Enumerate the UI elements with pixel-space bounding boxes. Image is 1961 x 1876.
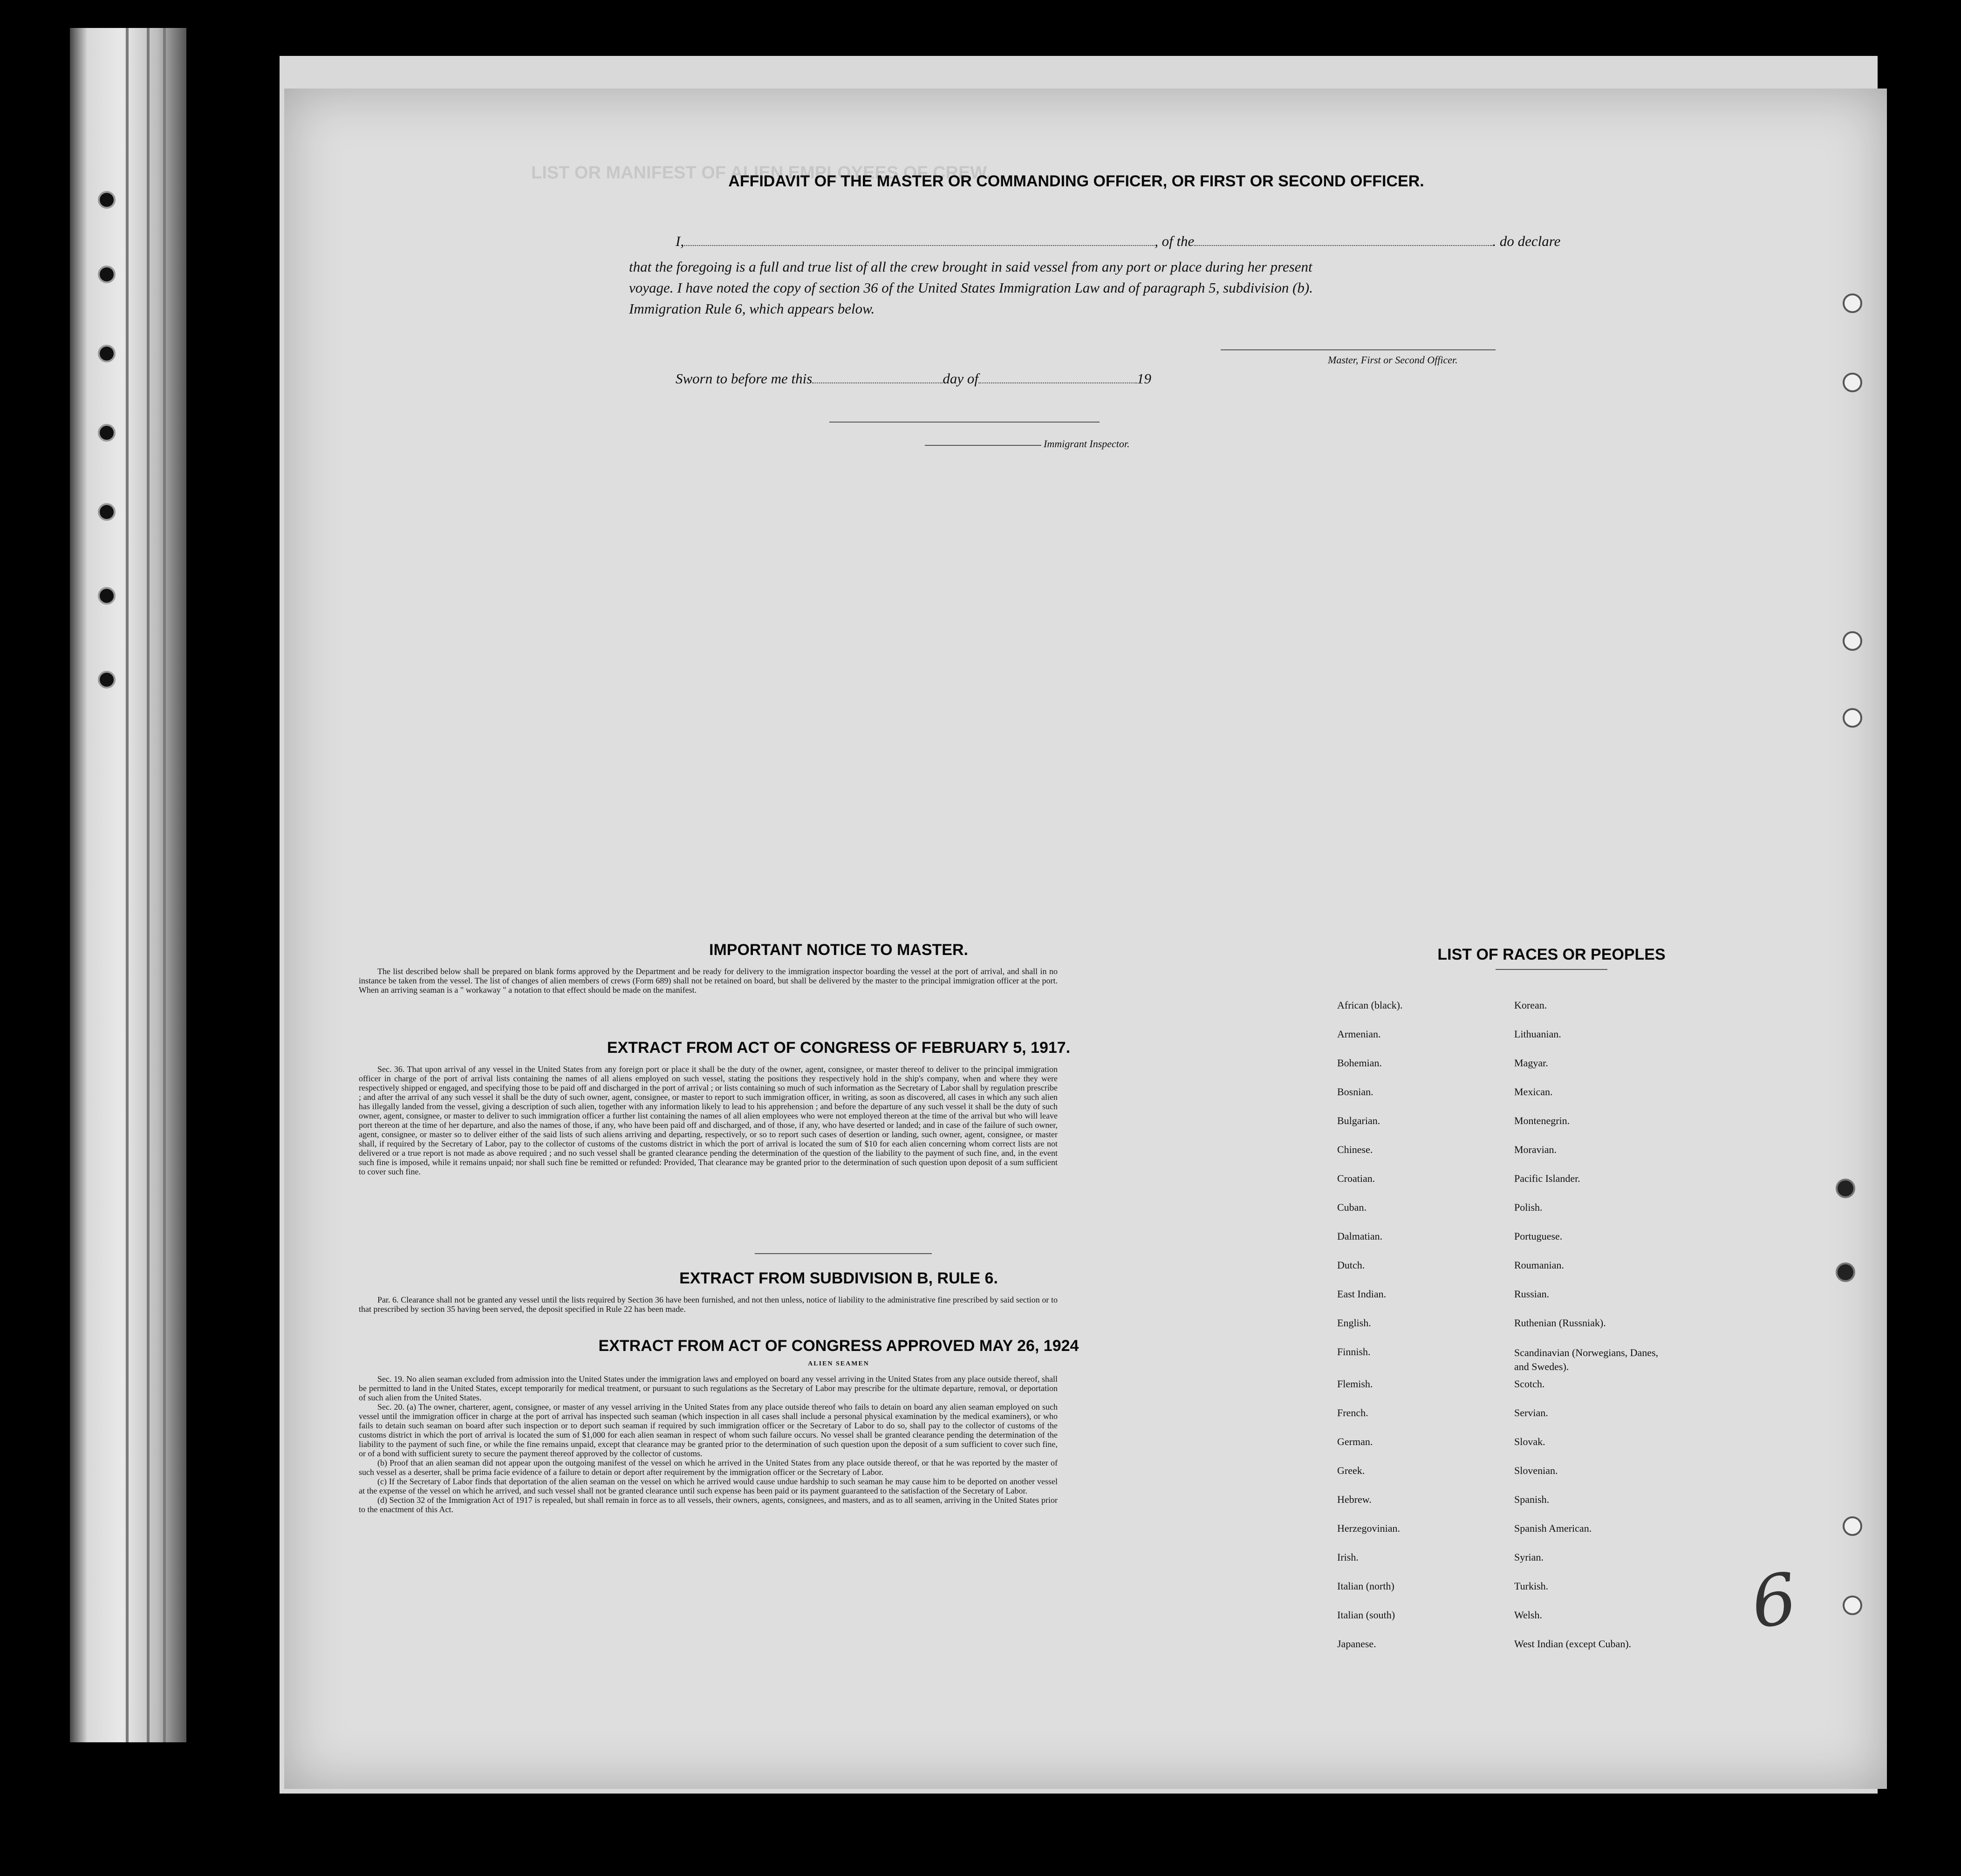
race-item: Welsh.	[1514, 1609, 1542, 1621]
race-item: Roumanian.	[1514, 1259, 1564, 1271]
race-item: Finnish.	[1337, 1346, 1371, 1358]
race-item: Flemish.	[1337, 1378, 1373, 1390]
document-page	[284, 89, 1887, 1789]
affidavit-title: AFFIDAVIT OF THE MASTER OR COMMANDING OFFICER, OR FIRST OR SECOND OFFICER.	[728, 172, 1424, 190]
extract-rule6-title: EXTRACT FROM SUBDIVISION B, RULE 6.	[679, 1269, 998, 1287]
binder-hole	[98, 345, 116, 362]
page-hole	[1836, 1179, 1855, 1198]
extract-rule6-paragraph: Par. 6. Clearance shall not be granted any vessel until the lists required by Section 36 have been furnished, and not then unless, notice of liability to the administrative fine prescribed by said section or to that prescribed by section 35 having been served, the deposit specified in Rule 22 has been made.	[359, 1295, 1058, 1314]
inspector-signature-line	[829, 422, 1100, 423]
race-item: East Indian.	[1337, 1288, 1387, 1300]
affidavit-line-4: Immigration Rule 6, which appears below.	[629, 300, 875, 317]
race-item: Magyar.	[1514, 1057, 1548, 1069]
race-item: Hebrew.	[1337, 1494, 1372, 1505]
race-item: Italian (north)	[1337, 1580, 1394, 1592]
binder-hole	[98, 266, 116, 283]
extract-1924-paragraph: (b) Proof that an alien seaman did not appear upon the outgoing manifest of the vessel on which he arrived in the United States from any place outside thereof, or that he was reported by the master of such vessel as a deserter, shall be prima facie evidence of a failure to detain or deport after requirement by the immigration officer or the Secretary of Labor.	[359, 1458, 1058, 1477]
race-item: Russian.	[1514, 1288, 1550, 1300]
affidavit-of-the: , of the	[1155, 233, 1195, 249]
race-item: Spanish.	[1514, 1494, 1550, 1505]
race-item: Croatian.	[1337, 1173, 1375, 1184]
binder-strip	[163, 28, 166, 1742]
race-item: Scotch.	[1514, 1378, 1545, 1390]
affidavit-line-2: that the foregoing is a full and true list of all the crew brought in said vessel from any port or place during her present	[629, 259, 1312, 275]
extract-1924-text	[359, 1374, 1058, 1514]
extract-1917-title: EXTRACT FROM ACT OF CONGRESS OF FEBRUARY 5, 1917.	[607, 1039, 1071, 1057]
binder-strip	[126, 28, 129, 1742]
race-item: Lithuanian.	[1514, 1028, 1561, 1040]
extract-rule6-text	[359, 1295, 1058, 1314]
race-item: Italian (south)	[1337, 1609, 1395, 1621]
name-blank	[684, 245, 1155, 246]
race-item: Irish.	[1337, 1551, 1359, 1563]
race-item: Dalmatian.	[1337, 1230, 1383, 1242]
day-blank	[812, 382, 943, 383]
race-item: Polish.	[1514, 1201, 1543, 1213]
race-item: Mexican.	[1514, 1086, 1553, 1098]
affidavit-do-declare: . do declare	[1492, 233, 1561, 249]
race-item: Scandinavian (Norwegians, Danes, and Swedes).	[1514, 1347, 1659, 1372]
binder-edge	[70, 28, 186, 1742]
page-hole	[1843, 1596, 1862, 1615]
month-blank	[978, 382, 1137, 383]
page-hole	[1843, 708, 1862, 728]
race-item: Slovak.	[1514, 1436, 1545, 1447]
page-hole	[1843, 1516, 1862, 1536]
race-item: Slovenian.	[1514, 1465, 1558, 1476]
race-item: Ruthenian (Russniak).	[1514, 1317, 1606, 1329]
race-item: Bosnian.	[1337, 1086, 1373, 1098]
races-title-rule	[1496, 969, 1607, 970]
inspector-signature-line	[925, 445, 1041, 446]
bleed-through-text: LIST OR MANIFEST OF ALIEN EMPLOYEES OF CREW.	[531, 163, 991, 183]
extract-1924-subtitle: ALIEN SEAMEN	[808, 1360, 869, 1367]
race-item: German.	[1337, 1436, 1373, 1447]
race-item: Herzegovinian.	[1337, 1522, 1400, 1534]
binder-strip	[147, 28, 150, 1742]
race-item: English.	[1337, 1317, 1371, 1329]
race-item: Turkish.	[1514, 1580, 1549, 1592]
race-item: Chinese.	[1337, 1144, 1373, 1155]
race-item: Korean.	[1514, 999, 1547, 1011]
extract-1924-title: EXTRACT FROM ACT OF CONGRESS APPROVED MAY 26, 1924	[598, 1337, 1079, 1355]
page-hole	[1843, 293, 1862, 313]
race-item: Syrian.	[1514, 1551, 1544, 1563]
affidavit-i-label: I,	[676, 233, 684, 249]
extract-1924-paragraph: Sec. 20. (a) The owner, charterer, agent, consignee, or master of any vessel arriving in the United States from any place outside thereof who fails to detain on board any alien seaman employed on such vessel until the immigration officer in charge at the port of arrival has inspected such seaman (which inspection in all cases shall include a personal physical examination by the medical examiners), or who fails to detain such seaman on board after such inspection or to deport such seaman if required by such immigration officer or the Secretary of Labor to do so, shall pay to the collector of customs of the customs district in which the port of arrival is located the sum of $1,000 for each alien seaman in respect of whom such failure occurs. No vessel shall be granted clearance pending the determination of the liability to the payment of such fine, or while the fine remains unpaid, except that clearance may be granted prior to the determination of such question upon the deposit of a sum sufficient to cover such fine, or of a bond with sufficient surety to secure the payment thereof approved by the collector of customs.	[359, 1402, 1058, 1458]
master-signature-line	[1221, 349, 1496, 350]
affidavit-line-3: voyage. I have noted the copy of section 36 of the United States Immigration Law and of paragraph 5, subdivision (b).	[629, 280, 1313, 296]
year-label: 19	[1136, 370, 1151, 387]
race-item: Portuguese.	[1514, 1230, 1563, 1242]
races-title: LIST OF RACES OR PEOPLES	[1437, 946, 1666, 963]
extract-1924-paragraph: (c) If the Secretary of Labor finds that deportation of the alien seaman on the vessel on which he arrived would cause undue hardship to such seaman he may cause him to be deported on another vessel at the expense of the vessel on which he arrived, and such vessel shall not be granted clearance until such expense has been paid or its payment guaranteed to the satisfaction of the Secretary of Labor.	[359, 1477, 1058, 1495]
binder-hole	[98, 587, 116, 605]
extract-1924-paragraph: Sec. 19. No alien seaman excluded from admission into the United States under the immigration laws and employed on board any vessel arriving in the United States from any place outside thereof, shall be permitted to land in the United States, except temporarily for medical treatment, or pursuant to such regulations as the Secretary of Labor may prescribe for the ultimate departure, removal, or deportation of such alien from the United States.	[359, 1374, 1058, 1402]
race-item: Pacific Islander.	[1514, 1173, 1580, 1184]
affidavit-line-1	[676, 231, 1561, 252]
race-item: Dutch.	[1337, 1259, 1365, 1271]
extract-1917-text	[359, 1064, 1058, 1176]
race-item: Servian.	[1514, 1407, 1548, 1419]
race-item: Japanese.	[1337, 1638, 1376, 1650]
race-item: Bulgarian.	[1337, 1115, 1380, 1126]
handwritten-mark: 6	[1746, 1558, 1802, 1644]
notice-paragraph: The list described below shall be prepared on blank forms approved by the Department and be ready for delivery to the immigration inspector boarding the vessel at the port of arrival, and shall in no instance be taken from the vessel. The list of changes of alien members of crews (Form 689) shall not be retained on board, but shall be delivered by the master to the principal immigration officer at the port. When an arriving seaman is a " workaway " a notation to that effect should be made on the manifest.	[359, 967, 1058, 995]
race-item: West Indian (except Cuban).	[1514, 1638, 1632, 1650]
page-hole	[1836, 1262, 1855, 1282]
race-item: Armenian.	[1337, 1028, 1381, 1040]
race-item: Bohemian.	[1337, 1057, 1382, 1069]
vessel-blank	[1194, 245, 1492, 246]
sworn-line	[676, 368, 1151, 389]
page-hole	[1843, 631, 1862, 651]
sworn-label: Sworn to before me this	[676, 370, 813, 387]
race-item: Moravian.	[1514, 1144, 1557, 1155]
notice-text	[359, 967, 1058, 995]
binder-hole	[98, 503, 116, 521]
day-of-label: day of	[943, 370, 978, 387]
binder-hole	[98, 671, 116, 689]
race-item: Cuban.	[1337, 1201, 1367, 1213]
section-divider	[755, 1253, 932, 1254]
page-hole	[1843, 373, 1862, 392]
binder-hole	[98, 191, 116, 209]
race-item: Montenegrin.	[1514, 1115, 1570, 1126]
notice-title: IMPORTANT NOTICE TO MASTER.	[709, 941, 968, 959]
race-item: Spanish American.	[1514, 1522, 1592, 1534]
race-item: Greek.	[1337, 1465, 1365, 1476]
race-item: French.	[1337, 1407, 1368, 1419]
binder-hole	[98, 424, 116, 442]
race-item: African (black).	[1337, 999, 1403, 1011]
extract-1924-paragraph: (d) Section 32 of the Immigration Act of 1917 is repealed, but shall remain in force as to all vessels, their owners, agents, consignees, and masters, and as to all seamen, arriving in the United States prior to the enactment of this Act.	[359, 1495, 1058, 1514]
inspector-caption: Immigrant Inspector.	[1044, 438, 1130, 450]
master-signature-caption: Master, First or Second Officer.	[1328, 354, 1458, 366]
extract-1917-paragraph: Sec. 36. That upon arrival of any vessel in the United States from any foreign port or place it shall be the duty of the owner, agent, consignee, or master thereof to deliver to the principal immigration officer in charge of the port of arrival lists containing the names of all aliens employed on such vessel, stating the positions they respectively hold in the ship's company, when and where they were respectively shipped or engaged, and specifying those to be paid off and discharged in the port of arrival ; or lists containing so much of such information as the Secretary of Labor shall by regulation prescribe ; and after the arrival of any such vessel it shall be the duty of such owner, agent, consignee, or master to report to such immigration officer, in writing, as soon as discovered, all cases in which any such alien has illegally landed from the vessel, giving a description of such alien, together with any information likely to lead to his apprehension ; and before the departure of any such vessel it shall be the duty of such owner, agent, consignee, or master to deliver to such immigration officer a further list containing the names of all alien employees who were not employed thereon at the time of the arrival but who will leave port thereon at the time of her departure, and also the names of those, if any, who have been paid off and discharged, and of those, if any, who have deserted or landed; and in case of the failure of such owner, agent, consignee, or master so to deliver either of the said lists of such aliens arriving and departing, respectively, or so to report such cases of desertion or landing, such owner, agent, consignee, or master shall, if required by the Secretary of Labor, pay to the collector of customs of the customs district in which the port of arrival is located the sum of $10 for each alien concerning whom correct lists are not delivered or a true report is not made as above required ; and no such vessel shall be granted clearance pending the determination of the question of the liability to the payment of such fine, and, in the event such fine is imposed, while it remains unpaid; nor shall such fine be remitted or refunded: Provided, That clearance may be granted prior to the determination of such question upon deposit of a sum sufficient to cover such fine.	[359, 1064, 1058, 1176]
